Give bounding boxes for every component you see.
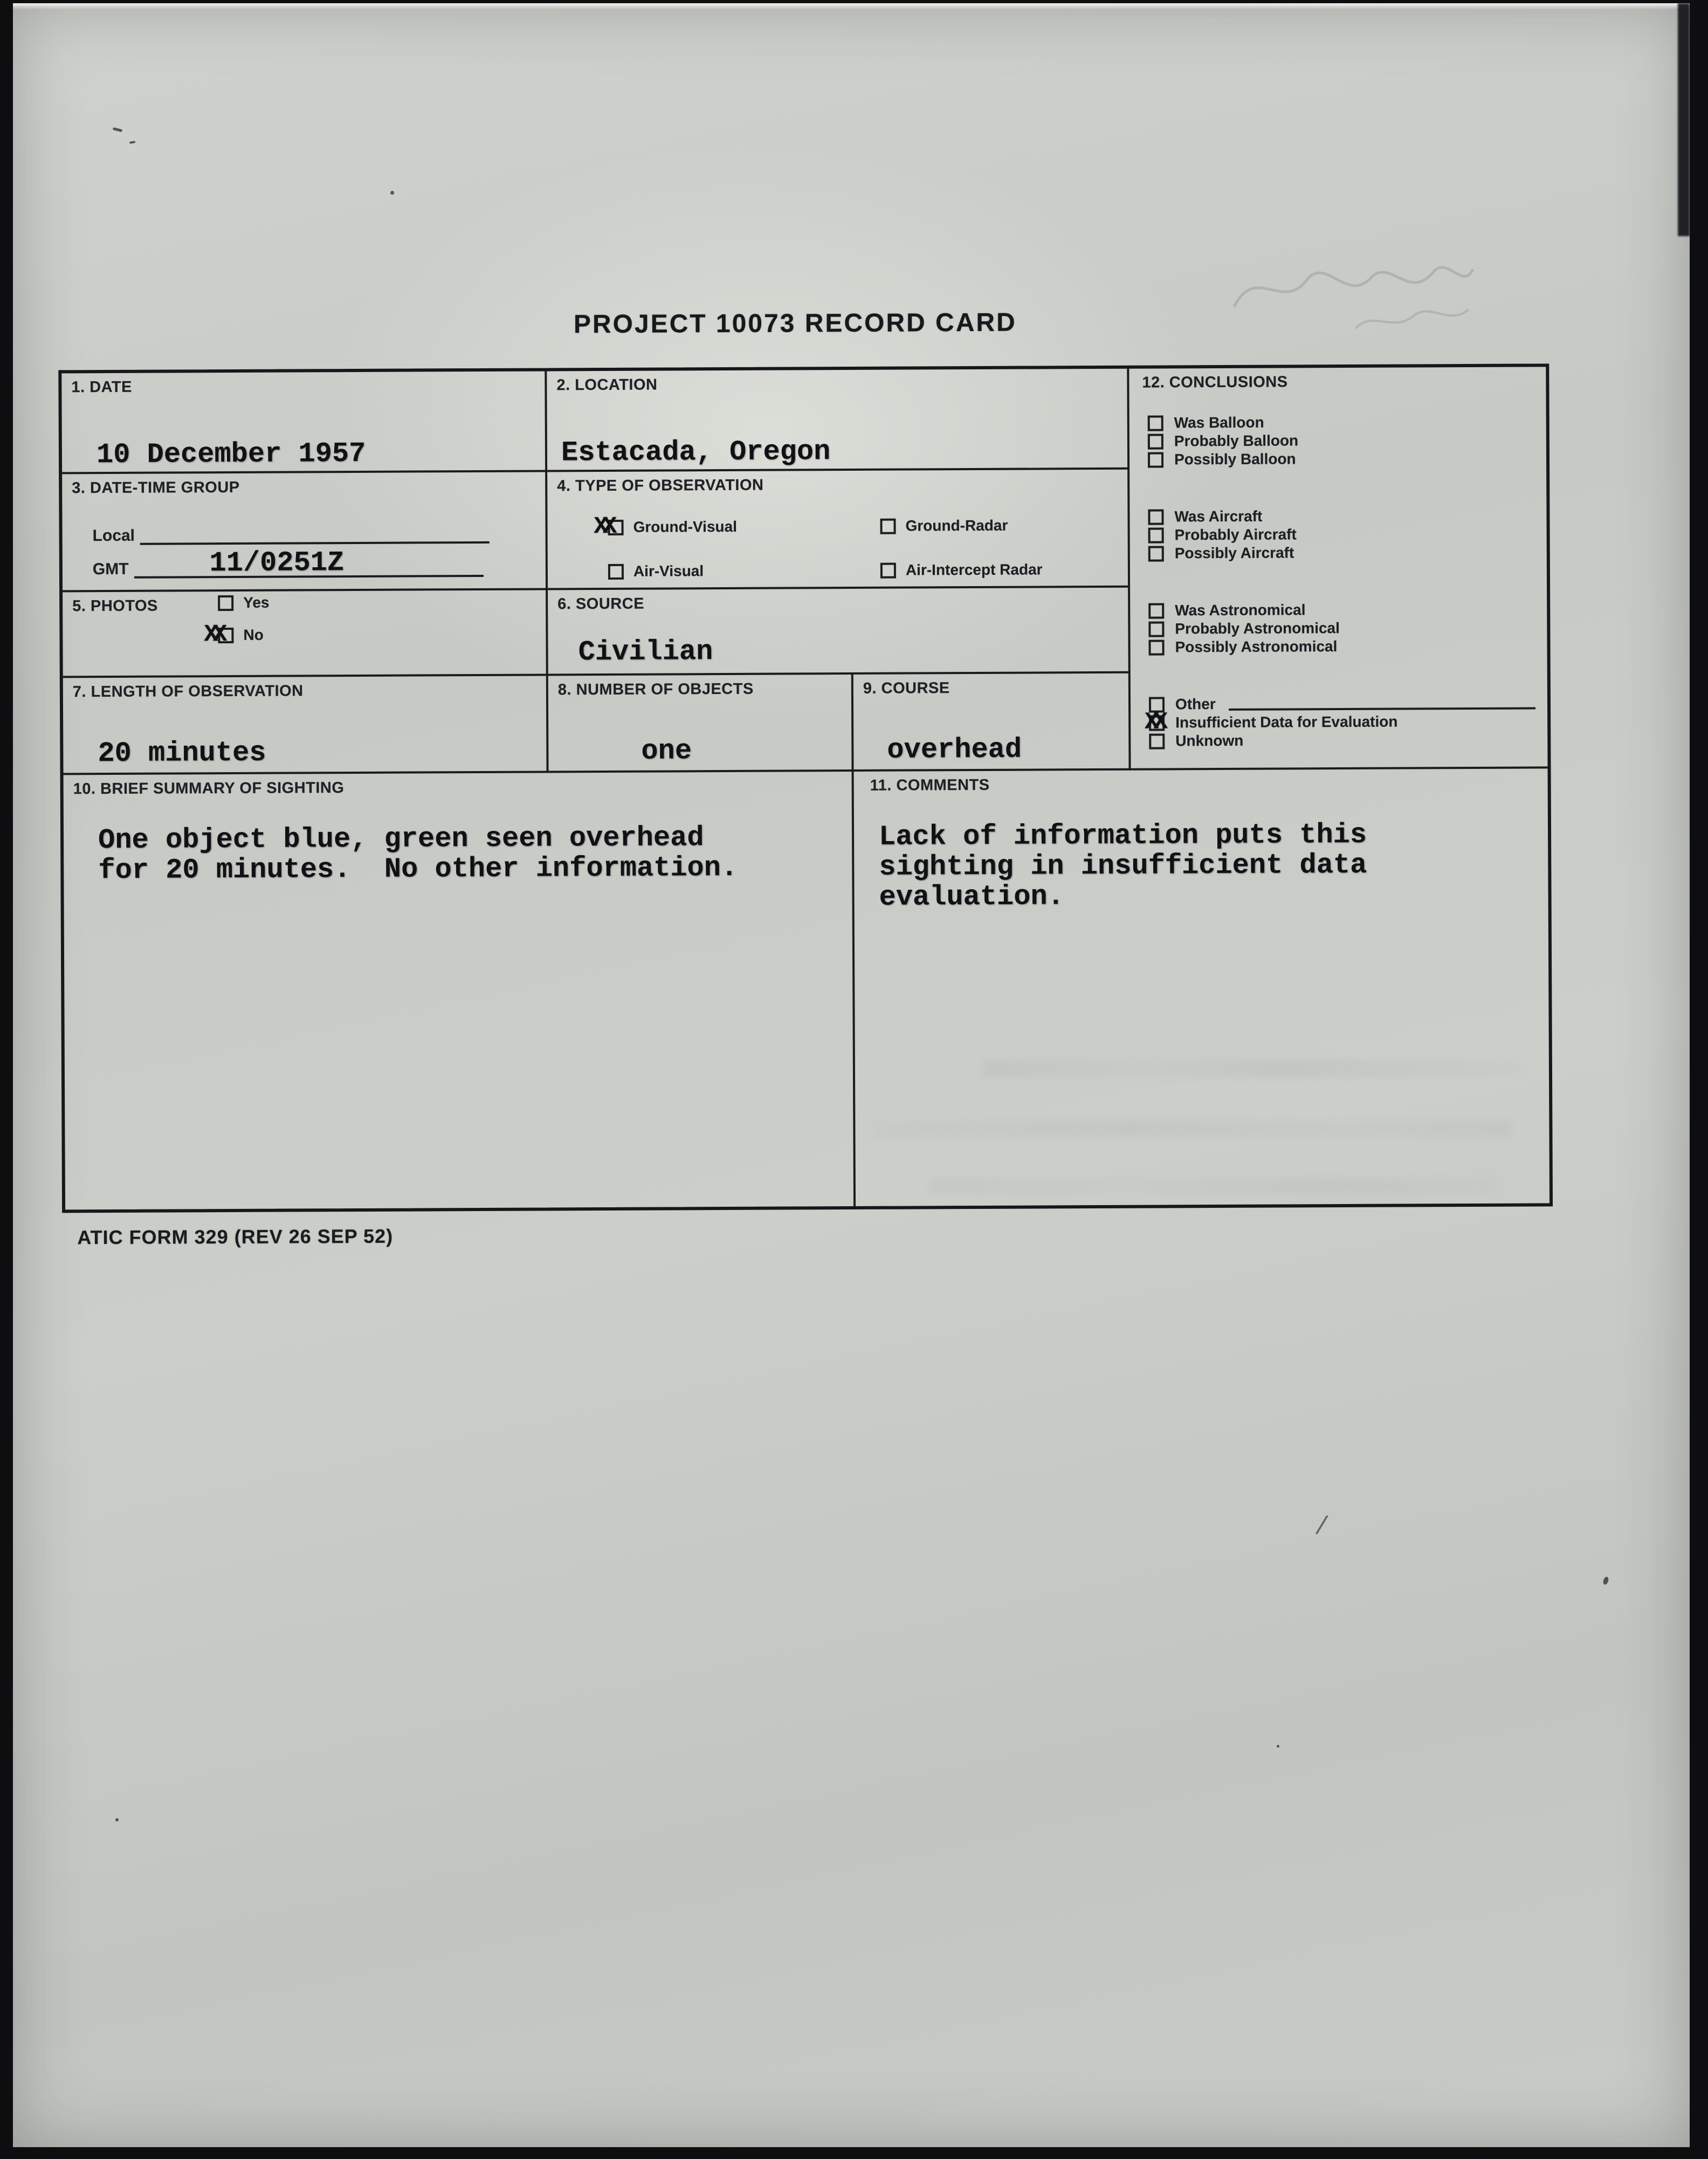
dtg-local-row [92,518,490,545]
form-title: PROJECT 10073 RECORD CARD [573,308,1017,339]
field-length-of-observation [63,676,549,775]
checkbox-photos-yes-icon [218,595,233,610]
field-photos [63,590,548,678]
conclusion-label: Possibly Aircraft [1174,544,1294,562]
conclusion-item-unknown [1149,730,1535,750]
checkbox-unknown-icon [1149,733,1165,749]
local-line [140,518,490,545]
conclusion-label: Other [1175,696,1216,713]
dtg-label: 3. DATE-TIME GROUP [72,478,240,497]
date-label: 1. DATE [71,378,133,396]
photos-options [204,594,270,648]
option-label: Ground-Visual [633,518,738,535]
form-number: ATIC FORM 329 (REV 26 SEP 52) [77,1225,394,1249]
local-label: Local [92,526,135,545]
length-value: 20 minutes [98,737,266,770]
check-mark: XX [1145,708,1163,736]
checkbox-was-aircraft-icon [1148,509,1163,525]
slash-mark: / [1314,1508,1330,1542]
length-label: 7. LENGTH OF OBSERVATION [72,682,304,701]
checkbox-was-balloon-icon [1148,415,1163,431]
option-label: Yes [243,594,270,611]
course-value: overhead [887,733,1022,766]
conclusion-label: Possibly Astronomical [1175,638,1338,656]
checkbox-photos-no-icon [204,621,233,648]
checkbox-was-astronomical-icon [1148,603,1164,618]
option-label: Ground-Radar [905,517,1008,534]
check-mark: XX [594,513,612,540]
conclusion-label: Was Balloon [1174,414,1264,431]
field-number-of-objects [548,675,854,773]
number-label: 8. NUMBER OF OBJECTS [557,680,754,699]
conclusion-label: Probably Astronomical [1175,620,1340,637]
conclusions-label: 12. CONCLUSIONS [1142,373,1288,391]
checkbox-ground-visual-icon [594,513,623,540]
conclusion-item-possibly-astronomical [1148,636,1535,656]
conclusion-item-probably-astronomical [1148,618,1535,638]
conclusion-label: Probably Aircraft [1174,526,1297,544]
option-label: Air-Visual [633,562,704,580]
checkbox-ground-radar-icon [880,518,896,534]
conclusion-label: Was Aircraft [1174,507,1263,525]
date-value: 10 December 1957 [96,437,366,471]
checkbox-air-intercept-radar-icon [880,562,896,578]
other-underline [1229,696,1535,710]
field-source [548,588,1131,676]
form-sheet [8,0,1694,2151]
checkbox-probably-astronomical-icon [1148,621,1164,637]
dtg-gmt-row [92,547,484,580]
summary-text: One object blue, green seen overhead for 20 minutes. No other information. [98,822,738,887]
summary-label: 10. BRIEF SUMMARY OF SIGHTING [73,779,345,798]
scan-background [13,3,1690,2147]
gmt-line [134,547,483,580]
checkbox-probably-balloon-icon [1148,434,1163,449]
conclusion-item-was-astronomical [1148,600,1535,620]
observation-label: 4. TYPE OF OBSERVATION [557,476,764,495]
conclusion-item-was-balloon [1148,412,1534,432]
option-label: No [243,626,264,643]
checkbox-possibly-aircraft-icon [1148,546,1164,561]
field-brief-summary [64,772,856,1209]
location-value: Estacada, Oregon [561,436,831,469]
number-value: one [641,735,692,767]
observation-options [594,513,1043,581]
field-location [547,369,1130,472]
conclusion-item-probably-balloon [1148,430,1534,450]
location-label: 2. LOCATION [556,376,658,394]
gmt-value: 11/0251Z [209,547,345,580]
conclusion-item-possibly-balloon [1148,449,1534,469]
record-card [58,363,1553,1213]
checkbox-possibly-balloon-icon [1148,452,1163,467]
option-photos-yes [218,594,269,612]
conclusion-item-insufficient-data [1145,708,1535,736]
option-air-intercept-radar [880,560,1043,579]
checkbox-possibly-astronomical-icon [1148,640,1164,655]
comments-text: Lack of information puts this sighting in insufficient data evaluation. [878,819,1367,913]
conclusion-item-probably-aircraft [1148,524,1535,544]
field-type-of-observation [547,470,1130,590]
option-photos-no [204,621,269,648]
conclusion-label: Probably Balloon [1174,432,1299,450]
comments-label: 11. COMMENTS [870,776,990,794]
photos-label: 5. PHOTOS [72,597,158,615]
conclusion-label: Was Astronomical [1175,601,1306,619]
conclusion-label: Possibly Balloon [1174,450,1296,468]
option-ground-visual [594,513,880,540]
checkbox-air-visual-icon [608,563,624,579]
field-comments [854,768,1550,1206]
field-date [61,371,547,474]
conclusion-item-other [1149,693,1535,713]
conclusions-list [1145,412,1536,750]
field-conclusions [1129,367,1547,770]
field-date-time-group [62,472,548,592]
option-air-visual [608,561,880,581]
checkbox-probably-aircraft-icon [1148,527,1164,543]
conclusion-label: Unknown [1175,732,1244,750]
field-course [853,673,1131,772]
option-ground-radar [880,516,1042,535]
option-label: Air-Intercept Radar [905,561,1043,579]
checkbox-insufficient-data-icon [1145,708,1165,736]
check-mark: XX [204,621,222,648]
gmt-label: GMT [92,560,129,579]
conclusion-label: Insufficient Data for Evaluation [1175,713,1398,731]
conclusion-item-was-aircraft [1148,506,1534,526]
source-label: 6. SOURCE [557,595,645,613]
source-value: Civilian [578,636,713,669]
conclusion-item-possibly-aircraft [1148,542,1535,562]
course-label: 9. COURSE [863,679,950,697]
